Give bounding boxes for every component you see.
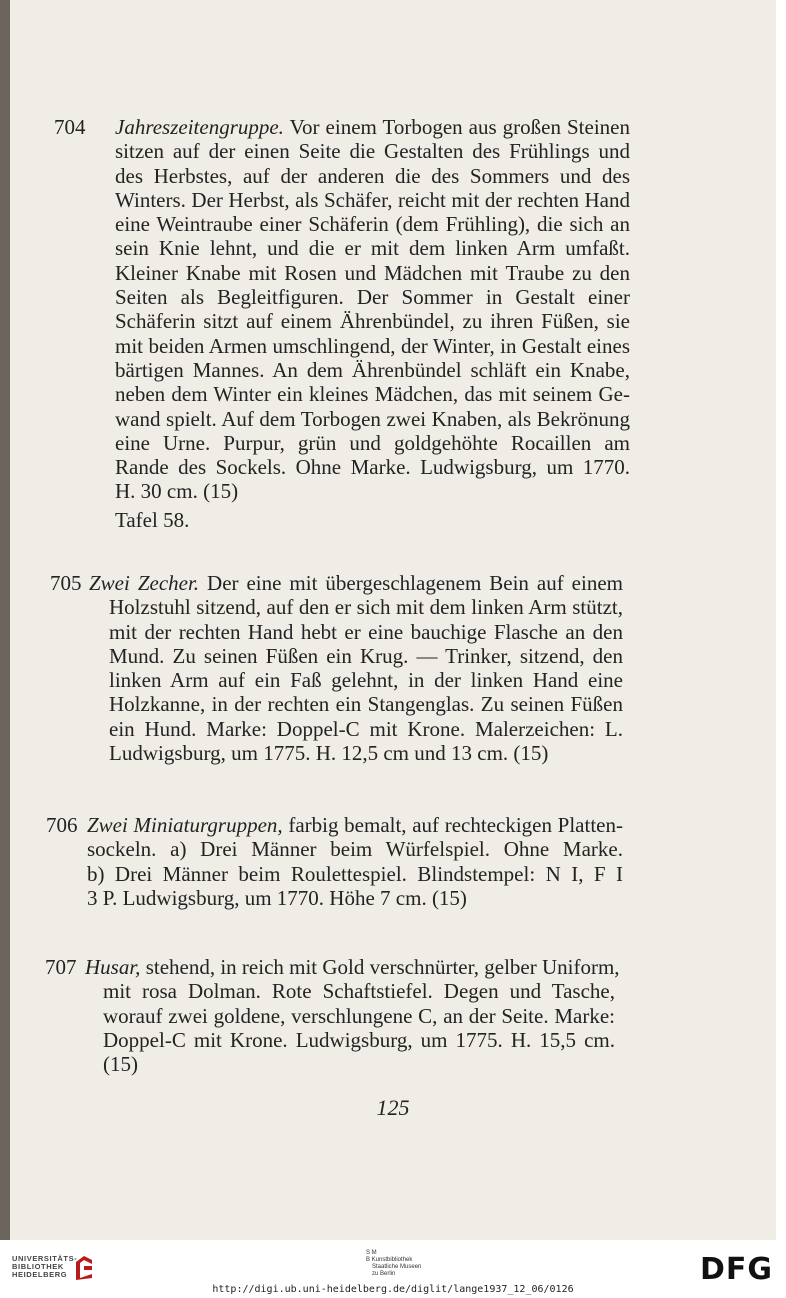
entry-line: eine Urne. Purpur, grün und goldgehöhte Rocaillen am (115, 430, 630, 455)
entry-line: Holzkanne, in der rechten ein Stangenglas. Zu seinen Füßen (109, 692, 623, 717)
entry-line: mit rosa Dolman. Rote Schaftstiefel. Degen und Tasche, (103, 979, 615, 1004)
library-name[interactable] (12, 1255, 77, 1279)
scan-edge-left (0, 0, 10, 1240)
entry-line: wand spielt. Auf dem Torbogen zwei Knaben, als Bekrönung (115, 406, 630, 431)
museum-credit (366, 1250, 421, 1278)
entry-line: sein Knie lehnt, und die er mit dem linken Arm umfaßt. (115, 236, 630, 261)
museum-line: zu Berlin (372, 1271, 396, 1277)
entry-line: Jahreszeitengruppe. Vor einem Torbogen aus großen Steinen (115, 115, 630, 139)
entry-line: Winters. Der Herbst, als Schäfer, reicht mit der rechten Hand (115, 187, 630, 212)
entry-line: mit beiden Armen umschlingend, der Winter, in Gestalt eines (115, 333, 630, 358)
catalog-entry-704 (54, 115, 630, 532)
library-logo-icon[interactable] (72, 1252, 96, 1284)
entry-line: neben dem Winter ein kleines Mädchen, das mit seinem Ge- (115, 382, 630, 407)
page-number: 125 (376, 1095, 410, 1120)
entry-line: Rande des Sockels. Ohne Marke. Ludwigsburg, um 1770. (115, 455, 630, 480)
entry-number: 707 (45, 955, 77, 979)
entry-line: bärtigen Mannes. An dem Ährenbündel schläft ein Knabe, (115, 357, 630, 382)
entry-line: Zwei Miniaturgruppen, farbig bemalt, auf rechteckigen Platten- (87, 813, 623, 837)
source-url[interactable]: http://digi.ub.uni-heidelberg.de/diglit/lange1937_12_06/0126 (212, 1284, 574, 1295)
catalog-entry-706 (46, 813, 623, 910)
museum-line: B Kunstbibliothek (366, 1257, 413, 1263)
entry-line: Zwei Zecher. Der eine mit übergeschlagenem Bein auf einem (89, 571, 623, 595)
entry-title: Husar, (85, 955, 141, 979)
entry-line: 3 P. Ludwigsburg, um 1770. Höhe 7 cm. (15) (87, 885, 467, 910)
entry-line: Holzstuhl sitzend, auf den er sich mit dem linken Arm stützt, (109, 595, 623, 620)
entry-line: H. 30 cm. (15) (115, 479, 239, 504)
dfg-logo[interactable]: DFG (700, 1252, 774, 1287)
entry-line: worauf zwei goldene, verschlungene C, an der Seite. Marke: (103, 1003, 615, 1028)
entry-line: des Herbstes, auf der anderen die des Sommers und des (115, 163, 630, 188)
entry-line: Mund. Zu seinen Füßen ein Krug. — Trinker, sitzend, den (109, 643, 623, 668)
entry-number: 704 (54, 115, 86, 139)
entry-line: Husar, stehend, in reich mit Gold verschnürter, gelber Uniform, (85, 955, 620, 979)
library-line: HEIDELBERG (12, 1270, 68, 1279)
museum-line: S M (366, 1250, 377, 1256)
catalog-entry-705 (50, 571, 623, 766)
library-line: BIBLIOTHEK (12, 1262, 64, 1271)
entry-line: eine Weintraube einer Schäferin (dem Frühling), die sich an (115, 212, 630, 237)
library-line: UNIVERSITÄTS- (12, 1254, 78, 1263)
entry-number: 706 (46, 813, 78, 837)
entry-title: Jahreszeitengruppe. (115, 115, 284, 139)
entry-line: Ludwigsburg, um 1775. H. 12,5 cm und 13 cm. (15) (109, 741, 549, 766)
catalog-entry-707 (45, 955, 620, 1077)
entry-title: Zwei Miniaturgruppen, (87, 813, 283, 837)
entry-line: Schäferin sitzt auf einem Ährenbündel, zu ihren Füßen, sie (115, 309, 630, 334)
scan-edge-right (776, 0, 786, 1240)
entry-title: Zwei Zecher. (89, 571, 200, 595)
museum-line: Staatliche Museen (372, 1264, 422, 1270)
entry-line: (15) (103, 1052, 138, 1077)
entry-line: sitzen auf der einen Seite die Gestalten des Frühlings und (115, 139, 630, 164)
entry-number: 705 (50, 571, 82, 595)
entry-line: mit der rechten Hand hebt er eine bauchige Flasche an den (109, 619, 623, 644)
entry-line: Kleiner Knabe mit Rosen und Mädchen mit Traube zu den (115, 260, 630, 285)
entry-line: Seiten als Begleitfiguren. Der Sommer in Gestalt einer (115, 285, 630, 310)
entry-line: b) Drei Männer beim Roulettespiel. Blindstempel: N I, F I (87, 861, 623, 886)
entry-line: linken Arm auf ein Faß gelehnt, in der linken Hand eine (109, 668, 623, 693)
entry-line: Doppel-C mit Krone. Ludwigsburg, um 1775. H. 15,5 cm. (103, 1027, 615, 1052)
entry-line: sockeln. a) Drei Männer beim Würfelspiel. Ohne Marke. (87, 837, 623, 862)
plate-reference: Tafel 58. (115, 507, 190, 532)
entry-line: ein Hund. Marke: Doppel-C mit Krone. Malerzeichen: L. (109, 716, 623, 741)
